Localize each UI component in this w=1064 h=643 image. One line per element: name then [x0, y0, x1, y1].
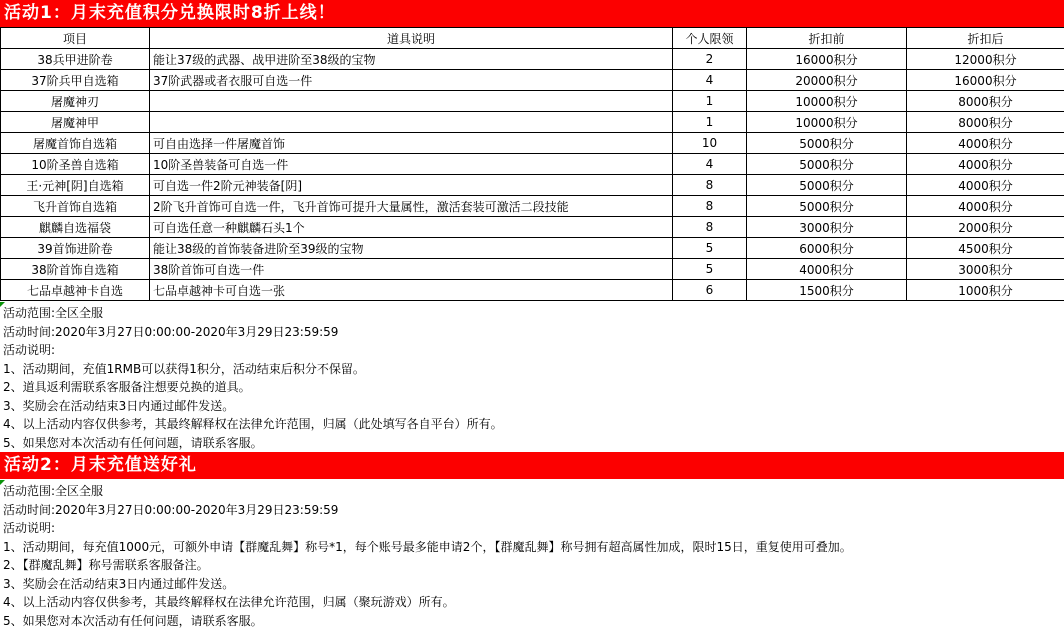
note-line: 2、道具返利需联系客服备注想要兑换的道具。: [3, 380, 251, 394]
table-row: [1, 112, 1064, 133]
note-line: 4、以上活动内容仅供参考，其最终解释权在法律允许范围，归属（聚玩游戏）所有。: [3, 595, 455, 609]
table-cell: 10: [673, 133, 747, 154]
table-cell: 38兵甲进阶卷: [1, 49, 150, 70]
table-cell: 39首饰进阶卷: [1, 238, 150, 259]
table-row: [1, 175, 1064, 196]
note-line: 3、奖励会在活动结束3日内通过邮件发送。: [3, 576, 235, 591]
table-cell: 10阶圣兽装备可自选一件: [150, 154, 673, 175]
activity2-info: [0, 479, 1064, 630]
table-cell: 可自由选择一件屠魔首饰: [150, 133, 673, 154]
table-row: [1, 49, 1064, 70]
table-cell: 1: [673, 112, 747, 133]
note-line: 5、如果您对本次活动有任何问题，请联系客服。: [3, 435, 263, 450]
table-cell: 麒麟自选福袋: [1, 217, 150, 238]
note-line: 3、奖励会在活动结束3日内通过邮件发送。: [3, 398, 235, 413]
table-cell: 4000积分: [907, 133, 1064, 154]
table-cell: 38阶首饰自选箱: [1, 259, 150, 280]
table-header-cell: 个人限领: [673, 28, 747, 49]
table-cell: 4000积分: [907, 196, 1064, 217]
activity1-time: 活动时间:2020年3月27日0:00:00-2020年3月29日23:59:59: [3, 324, 339, 339]
note-line: 4、以上活动内容仅供参考，其最终解释权在法律允许范围，归属（此处填写各自平台）所有。: [3, 417, 503, 431]
comment-marker-icon: [0, 480, 5, 485]
table-header-row: [1, 28, 1064, 49]
table-header-cell: 道具说明: [150, 28, 673, 49]
table-row: [1, 70, 1064, 91]
comment-marker-icon: [0, 302, 5, 307]
table-cell: 4000积分: [907, 175, 1064, 196]
table-cell: 2000积分: [907, 217, 1064, 238]
activity1-scope: 活动范围:全区全服: [3, 306, 104, 320]
table-cell: 4: [673, 70, 747, 91]
table-row: [1, 217, 1064, 238]
activity2-banner: [0, 452, 1064, 479]
table-cell: 能让38级的首饰装备进阶至39级的宝物: [150, 238, 673, 259]
table-cell: 4000积分: [747, 259, 907, 280]
table-cell: [150, 112, 673, 133]
table-cell: [150, 91, 673, 112]
table-cell: 5: [673, 259, 747, 280]
activity2-time: 活动时间:2020年3月27日0:00:00-2020年3月29日23:59:59: [3, 502, 339, 517]
table-cell: 20000积分: [747, 70, 907, 91]
activity1-notes: [3, 360, 1064, 453]
note-line: 5、如果您对本次活动有任何问题，请联系客服。: [3, 613, 263, 628]
table-cell: 8: [673, 217, 747, 238]
table-cell: 屠魔首饰自选箱: [1, 133, 150, 154]
note-line: 1、活动期间，每充值1000元，可额外申请【群魔乱舞】称号*1，每个账号最多能申请2个，【群魔乱舞】称号拥有超高属性加成，限时15日，重复使用可叠加。: [3, 539, 852, 554]
points-table-body: [1, 49, 1064, 301]
table-cell: 3000积分: [747, 217, 907, 238]
table-row: [1, 154, 1064, 175]
table-cell: 屠魔神刃: [1, 91, 150, 112]
table-cell: 可自选一件2阶元神装备[阴]: [150, 175, 673, 196]
table-cell: 能让37级的武器、战甲进阶至38级的宝物: [150, 49, 673, 70]
table-cell: 8000积分: [907, 112, 1064, 133]
table-cell: 8000积分: [907, 91, 1064, 112]
table-header-cell: 折扣后: [907, 28, 1064, 49]
table-cell: 七品卓越神卡可自选一张: [150, 280, 673, 301]
table-cell: 5000积分: [747, 175, 907, 196]
table-row: [1, 91, 1064, 112]
table-row: [1, 280, 1064, 301]
table-cell: 5000积分: [747, 133, 907, 154]
activity1-info: [0, 301, 1064, 452]
table-cell: 1: [673, 91, 747, 112]
table-cell: 七品卓越神卡自选: [1, 280, 150, 301]
table-header-cell: 项目: [1, 28, 150, 49]
table-cell: 10阶圣兽自选箱: [1, 154, 150, 175]
table-cell: 12000积分: [907, 49, 1064, 70]
activity1-banner-title: 活动1：月末充值积分兑换限时8折上线！: [4, 3, 336, 23]
table-cell: 37阶兵甲自选箱: [1, 70, 150, 91]
table-cell: 5000积分: [747, 196, 907, 217]
table-row: [1, 259, 1064, 280]
table-cell: 飞升首饰自选箱: [1, 196, 150, 217]
table-cell: 2: [673, 49, 747, 70]
note-line: 2、【群魔乱舞】称号需联系客服备注。: [3, 558, 209, 572]
table-cell: 4: [673, 154, 747, 175]
table-cell: 屠魔神甲: [1, 112, 150, 133]
table-cell: 1000积分: [907, 280, 1064, 301]
activity1-notes-label: 活动说明:: [3, 343, 56, 357]
table-cell: 1500积分: [747, 280, 907, 301]
table-cell: 8: [673, 175, 747, 196]
activity1-banner: [0, 0, 1064, 27]
table-cell: 5: [673, 238, 747, 259]
table-cell: 8: [673, 196, 747, 217]
table-cell: 6: [673, 280, 747, 301]
points-exchange-table: [0, 27, 1064, 301]
table-cell: 16000积分: [907, 70, 1064, 91]
note-line: 1、活动期间，充值1RMB可以获得1积分，活动结束后积分不保留。: [3, 361, 365, 376]
table-cell: 16000积分: [747, 49, 907, 70]
table-cell: 5000积分: [747, 154, 907, 175]
table-row: [1, 196, 1064, 217]
table-cell: 王·元神[阴]自选箱: [1, 175, 150, 196]
table-cell: 6000积分: [747, 238, 907, 259]
activity2-notes-label: 活动说明:: [3, 521, 56, 535]
table-cell: 10000积分: [747, 91, 907, 112]
activity2-notes: [3, 538, 1064, 631]
activity2-scope: 活动范围:全区全服: [3, 484, 104, 498]
table-cell: 4500积分: [907, 238, 1064, 259]
table-cell: 37阶武器或者衣服可自选一件: [150, 70, 673, 91]
table-header-cell: 折扣前: [747, 28, 907, 49]
table-cell: 38阶首饰可自选一件: [150, 259, 673, 280]
table-cell: 4000积分: [907, 154, 1064, 175]
table-row: [1, 133, 1064, 154]
activity2-banner-title: 活动2：月末充值送好礼: [4, 455, 197, 475]
table-row: [1, 238, 1064, 259]
table-cell: 可自选任意一种麒麟石头1个: [150, 217, 673, 238]
table-cell: 3000积分: [907, 259, 1064, 280]
table-cell: 2阶飞升首饰可自选一件，飞升首饰可提升大量属性，激活套装可激活二段技能: [150, 196, 673, 217]
table-cell: 10000积分: [747, 112, 907, 133]
